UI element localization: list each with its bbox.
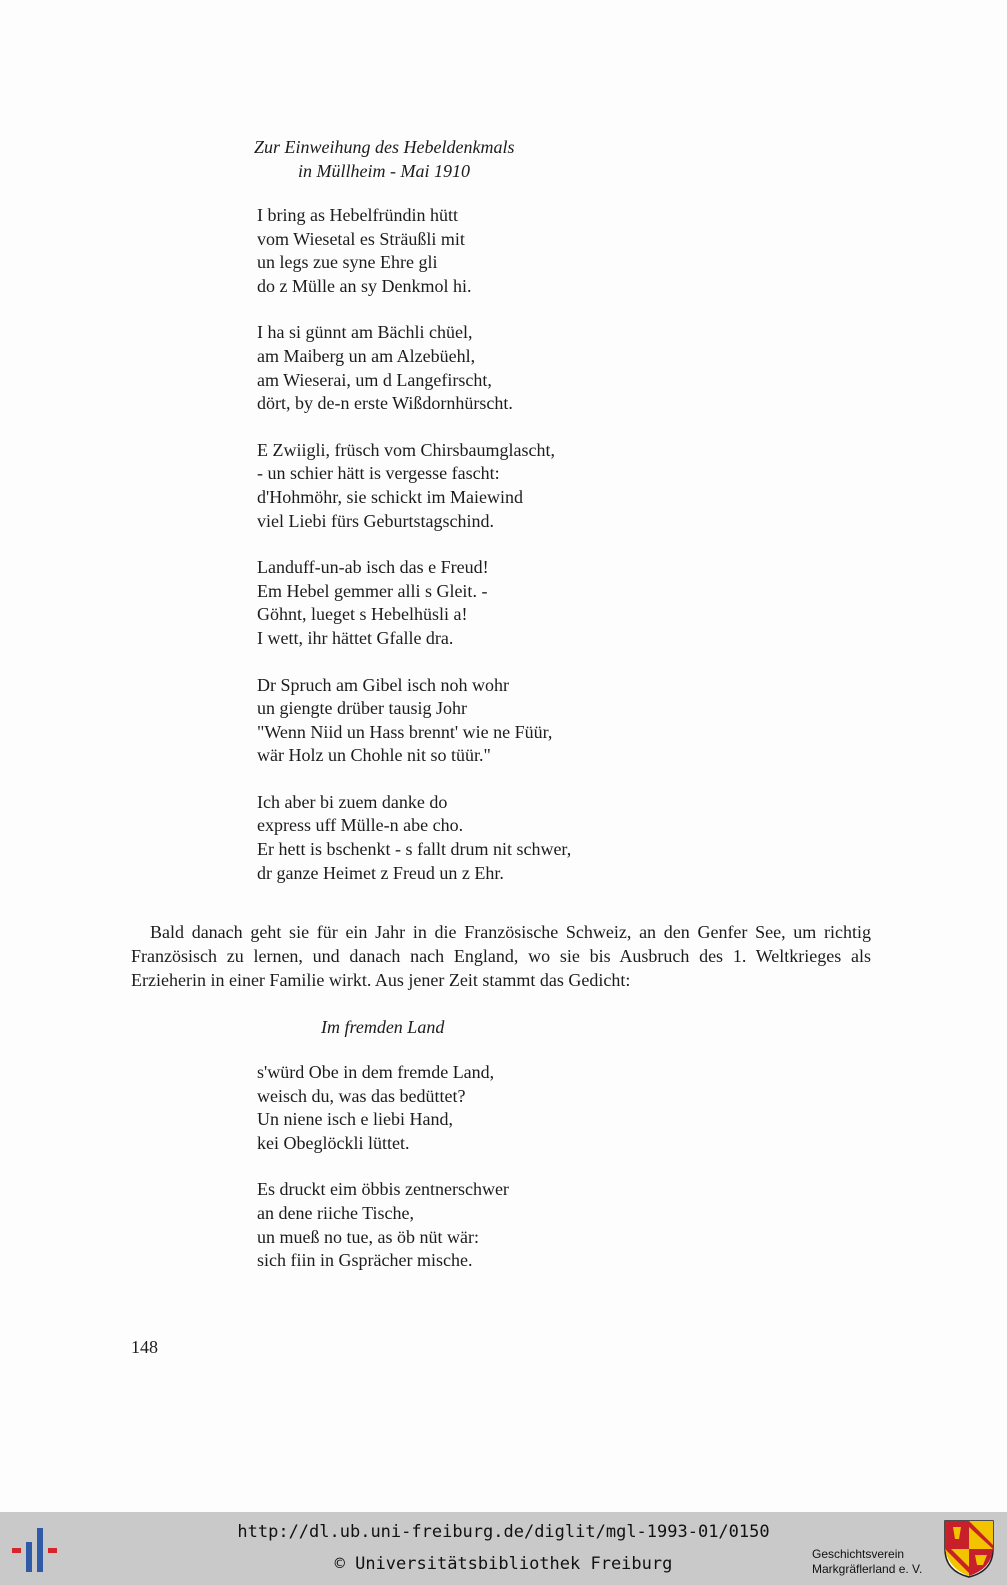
verse-line: viel Liebi fürs Geburtstagschind. [257,510,494,531]
verse-line: d'Hohmöhr, sie schickt im Maiewind [257,486,523,507]
verse-line: Dr Spruch am Gibel isch noh wohr [257,674,509,695]
poem1-title-line2: in Müllheim - Mai 1910 [298,161,470,181]
verse-line: express uff Mülle-n abe cho. [257,815,464,836]
footer-bar [0,1512,1007,1585]
poem2-stanza-1 [257,1061,509,1155]
verse-line: am Wieserai, um d Langefirscht, [257,369,492,390]
society-line2: Markgräflerland e. V. [812,1562,923,1576]
prose-paragraph: Bald danach geht sie für ein Jahr in die Französische Schweiz, an den Genfer See, um richtig Französisch zu lernen, und danach nach England, wo sie bis Ausbruch des 1. Weltkrieges als Erzieherin in einer Familie wirkt. Aus jener Zeit stammt das Gedicht: [131,922,871,990]
verse-line: kei Obeglöckli lüttet. [257,1132,410,1153]
verse-line: do z Mülle an sy Denkmol hi. [257,275,472,296]
poem1-stanza-6 [257,791,571,885]
verse-line: un giengte drüber tausig Johr [257,698,467,719]
verse-line: sich fiin in Gsprächer mische. [257,1250,473,1271]
verse-line: dört, by de-n erste Wißdornhürscht. [257,393,513,414]
verse-line: dr ganze Heimet z Freud un z Ehr. [257,862,504,883]
poem1-stanza-2 [257,321,571,415]
verse-line: Ich aber bi zuem danke do [257,791,448,812]
poem2-title: Im fremden Land [321,1017,445,1037]
verse-line: E Zwiigli, früsch vom Chirsbaumglascht, [257,439,555,460]
coat-of-arms-icon[interactable] [943,1519,995,1579]
verse-line: am Maiberg un am Alzebüehl, [257,345,476,366]
verse-line: vom Wiesetal es Sträußli mit [257,228,465,249]
verse-line: un legs zue syne Ehre gli [257,252,438,273]
verse-line: wär Holz un Chohle nit so tüür." [257,745,491,766]
verse-line: I ha si günnt am Bächli chüel, [257,322,473,343]
verse-line: I bring as Hebelfründin hütt [257,205,458,225]
poem1-stanza-3 [257,439,571,533]
verse-line: Er hett is bschenkt - s fallt drum nit schwer, [257,839,572,860]
verse-line: Göhnt, lueget s Hebelhüsli a! [257,604,468,625]
page-number: 148 [131,1337,158,1357]
copyright-text: © Universitätsbibliothek Freiburg [334,1554,673,1574]
verse-line: "Wenn Niid un Hass brennt' wie ne Füür, [257,721,553,742]
poem1-stanza-4 [257,556,571,650]
society-name[interactable] [812,1547,922,1577]
verse-line: I wett, ihr hättet Gfalle dra. [257,627,454,648]
verse-line: Es druckt eim öbbis zentnerschwer [257,1179,509,1200]
verse-line: an dene riiche Tische, [257,1202,414,1223]
poem2-stanza-2 [257,1178,509,1272]
poem2-body [257,1061,509,1296]
verse-line: weisch du, was das bedüttet? [257,1085,466,1106]
verse-line: Un niene isch e liebi Hand, [257,1109,453,1130]
poem1-title-line1: Zur Einweihung des Hebeldenkmals [254,137,515,157]
verse-line: s'würd Obe in dem fremde Land, [257,1062,495,1082]
society-line1: Geschichtsverein [812,1547,905,1561]
verse-line: - un schier hätt is vergesse fascht: [257,463,500,484]
permalink-url[interactable]: http://dl.ub.uni-freiburg.de/diglit/mgl-1993-01/0150 [237,1522,770,1542]
verse-line: Em Hebel gemmer alli s Gleit. - [257,580,488,601]
verse-line: un mueß no tue, as öb nüt wär: [257,1226,479,1247]
poem1-stanza-1 [257,204,571,298]
poem1-body [257,204,571,908]
verse-line: Landuff-un-ab isch das e Freud! [257,557,489,578]
poem1-stanza-5 [257,674,571,768]
poem1-title [254,135,514,183]
